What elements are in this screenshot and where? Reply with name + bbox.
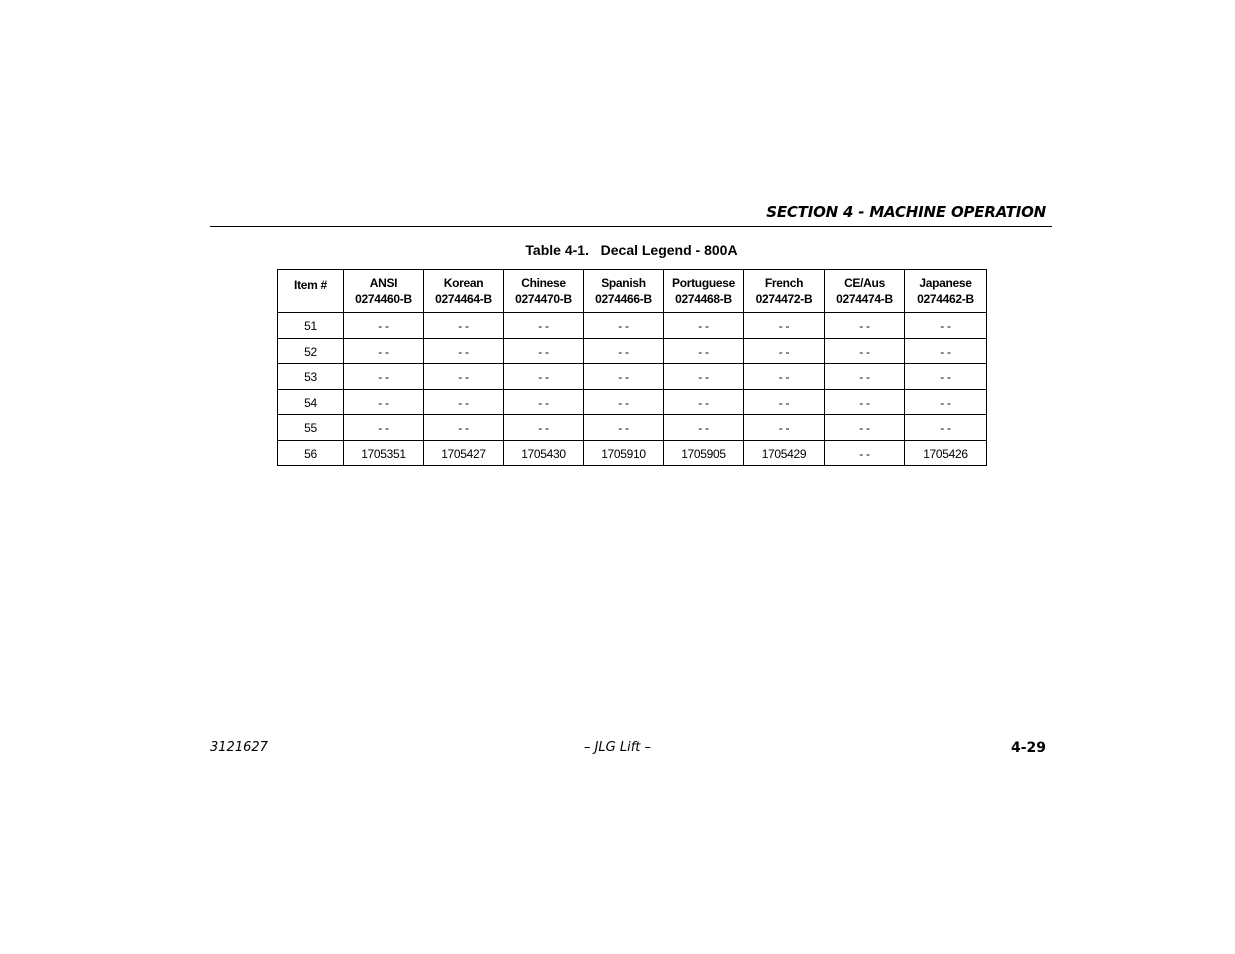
table-cell: - - [825, 364, 905, 390]
column-header-name: Chinese [521, 276, 566, 290]
table-cell: 1705905 [664, 440, 744, 466]
column-header-japanese [905, 270, 987, 313]
table-cell: 56 [278, 440, 344, 466]
footer-brand: – JLG Lift – [583, 740, 652, 755]
column-header-name: ANSI [369, 276, 398, 290]
table-cell: - - [504, 364, 584, 390]
column-header-item [278, 270, 344, 313]
table-cell: - - [344, 338, 424, 364]
table-cell: 1705351 [344, 440, 424, 466]
table-cell: - - [664, 338, 744, 364]
table-cell: 52 [278, 338, 344, 364]
column-header-code: 0274472-B [755, 292, 813, 306]
table-cell: - - [664, 415, 744, 441]
table-cell: - - [905, 415, 987, 441]
table-cell: - - [424, 313, 504, 339]
table-cell: 1705426 [905, 440, 987, 466]
table-cell: - - [424, 415, 504, 441]
column-header-name: Portuguese [671, 276, 735, 290]
column-header-ce-aus [825, 270, 905, 313]
table-cell: - - [584, 415, 664, 441]
table-row [278, 364, 987, 390]
table-cell: - - [905, 338, 987, 364]
page-number: 4-29 [1010, 740, 1046, 756]
table-cell: - - [584, 389, 664, 415]
table-cell: - - [504, 415, 584, 441]
column-header-code: 0274474-B [836, 292, 893, 306]
table-cell: 53 [278, 364, 344, 390]
table-cell: - - [504, 389, 584, 415]
table-row [278, 389, 987, 415]
column-header-code: 0274462-B [917, 292, 974, 306]
column-header-name: French [764, 276, 804, 290]
column-header-chinese [504, 270, 584, 313]
table-cell: 1705429 [744, 440, 825, 466]
column-header-french [744, 270, 825, 313]
table-cell: - - [584, 313, 664, 339]
table-cell: - - [584, 338, 664, 364]
table-cell: 1705430 [504, 440, 584, 466]
column-header-code: 0274470-B [515, 292, 572, 306]
table-cell: - - [905, 389, 987, 415]
table-title: Table 4-1. Decal Legend - 800A [525, 242, 738, 258]
table-cell: - - [744, 313, 825, 339]
table-cell: - - [344, 313, 424, 339]
table-row [278, 440, 987, 466]
section-title: SECTION 4 - MACHINE OPERATION [766, 203, 1046, 221]
table-cell: - - [504, 338, 584, 364]
table-header-row [278, 270, 987, 313]
table-cell: 54 [278, 389, 344, 415]
table-cell: 51 [278, 313, 344, 339]
table-cell: - - [825, 440, 905, 466]
table-cell: - - [825, 415, 905, 441]
table-cell: - - [744, 415, 825, 441]
table-cell: - - [424, 338, 504, 364]
table-cell: - - [825, 338, 905, 364]
column-header-name: Korean [443, 276, 484, 290]
column-header-name: CE/Aus [844, 276, 885, 290]
table-cell: - - [744, 338, 825, 364]
table-cell: - - [744, 364, 825, 390]
table-cell: - - [744, 389, 825, 415]
table-cell: - - [905, 313, 987, 339]
table-cell: - - [825, 313, 905, 339]
table-cell: - - [584, 364, 664, 390]
table-cell: - - [664, 364, 744, 390]
table-cell: - - [825, 389, 905, 415]
column-header-code: 0274468-B [675, 292, 732, 306]
table-row [278, 338, 987, 364]
column-header-name: Item # [294, 278, 327, 292]
column-header-spanish [584, 270, 664, 313]
table-cell: - - [424, 389, 504, 415]
table-row [278, 415, 987, 441]
column-header-name: Japanese [919, 276, 972, 290]
column-header-name: Spanish [601, 276, 646, 290]
table-cell: - - [664, 389, 744, 415]
column-header-korean [424, 270, 504, 313]
table-cell: - - [664, 313, 744, 339]
table-cell: 1705910 [584, 440, 664, 466]
table-cell: - - [344, 389, 424, 415]
header-divider [210, 226, 1052, 227]
column-header-code: 0274464-B [435, 292, 492, 306]
table-cell: - - [905, 364, 987, 390]
table-cell: 55 [278, 415, 344, 441]
table-cell: - - [344, 364, 424, 390]
column-header-code: 0274460-B [355, 292, 412, 306]
table-cell: - - [424, 364, 504, 390]
document-number: 3121627 [210, 740, 268, 755]
table-cell: - - [504, 313, 584, 339]
table-cell: - - [344, 415, 424, 441]
table-row [278, 313, 987, 339]
column-header-code: 0274466-B [595, 292, 652, 306]
column-header-ansi [344, 270, 424, 313]
decal-legend-table [277, 269, 987, 466]
table-cell: 1705427 [424, 440, 504, 466]
column-header-portuguese [664, 270, 744, 313]
